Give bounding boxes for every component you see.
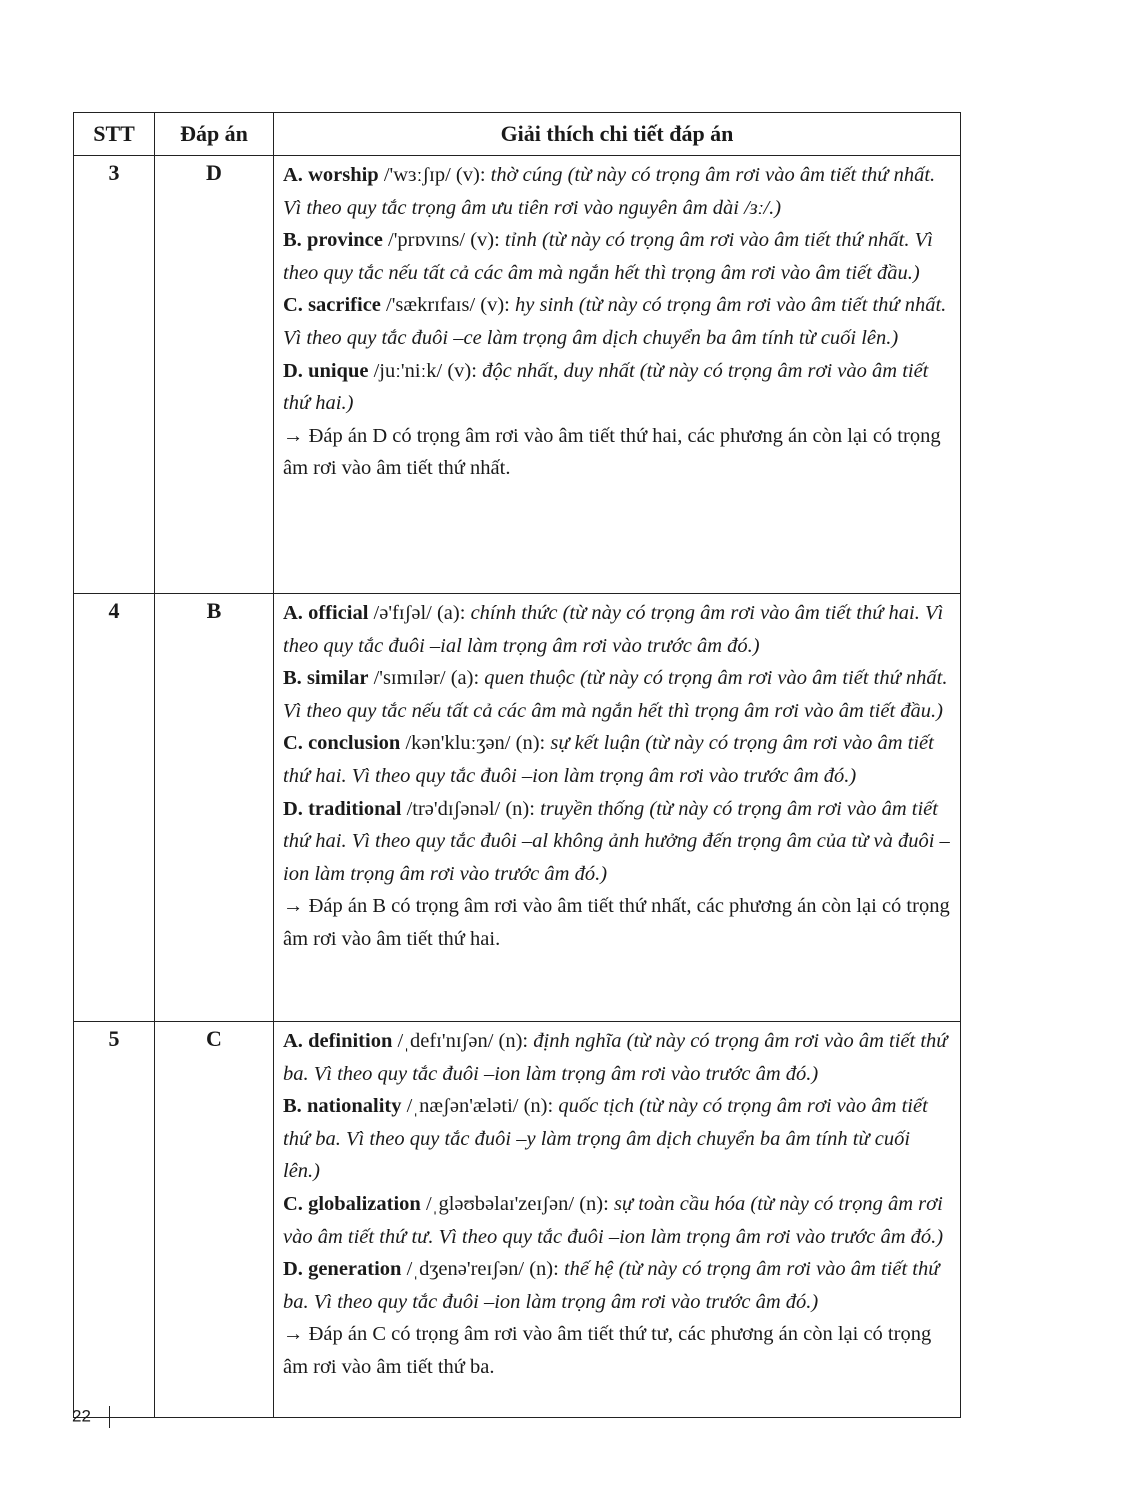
row-answer: C bbox=[155, 1022, 274, 1418]
option-ipa: /'prɒvɪns/ bbox=[388, 229, 466, 252]
option-word: sacrifice bbox=[308, 294, 381, 317]
option-ipa: /'wɜːʃɪp/ bbox=[383, 164, 451, 186]
row-number: 4 bbox=[74, 594, 155, 1022]
option-ipa: /ə'fɪʃəl/ bbox=[373, 602, 432, 624]
option-entry: D. unique /juː'niːk/ (v): độc nhất, duy nhất (từ này có trọng âm rơi vào âm tiết thứ hai.) bbox=[283, 359, 929, 415]
row-number: 3 bbox=[74, 156, 155, 594]
option-word: province bbox=[306, 229, 383, 252]
option-pos: (v): bbox=[455, 164, 486, 186]
option-entry: D. traditional /trə'dɪʃənəl/ (n): truyền thống (từ này có trọng âm rơi vào âm tiết thứ hai. Vì theo quy tắc đuôi –al không ảnh hưởng đến trọng âm của từ và đuôi –ion làm trọng âm rơi vào trước âm đó.) bbox=[283, 797, 950, 885]
table-header-row bbox=[74, 113, 961, 156]
option-word: nationality bbox=[306, 1095, 402, 1118]
option-word: worship bbox=[308, 164, 379, 186]
option-definition: sự kết luận (từ này có trọng âm rơi vào âm tiết thứ hai. Vì theo quy tắc đuôi –ion làm trọng âm rơi vào trước âm đó.) bbox=[283, 732, 934, 787]
option-word: traditional bbox=[308, 797, 402, 820]
option-word: definition bbox=[308, 1030, 393, 1052]
option-definition: quốc tịch (từ này có trọng âm rơi vào âm tiết thứ ba. Vì theo quy tắc đuôi –y làm trọng âm dịch chuyển ba âm tính từ cuối lên.) bbox=[283, 1095, 928, 1183]
option-definition: hy sinh (từ này có trọng âm rơi vào âm tiết thứ nhất. Vì theo quy tắc đuôi –ce làm trọng âm dịch chuyển ba âm tính từ cuối lên.) bbox=[283, 294, 947, 349]
option-word: unique bbox=[308, 359, 369, 382]
option-definition: thờ cúng (từ này có trọng âm rơi vào âm tiết thứ nhất. Vì theo quy tắc trọng âm ưu tiên rơi vào nguyên âm dài /ɜː/.) bbox=[283, 164, 936, 219]
option-entry: A. definition /ˌdefɪ'nɪʃən/ (n): định nghĩa (từ này có trọng âm rơi vào âm tiết thứ ba. Vì theo quy tắc đuôi –ion làm trọng âm rơi vào trước âm đó.) bbox=[283, 1030, 948, 1085]
option-entry: C. sacrifice /'sækrɪfaɪs/ (v): hy sinh (từ này có trọng âm rơi vào âm tiết thứ nhất. Vì theo quy tắc đuôi –ce làm trọng âm dịch chuyển ba âm tính từ cuối lên.) bbox=[283, 294, 947, 349]
option-entry: B. nationality /ˌnæʃən'æləti/ (n): quốc tịch (từ này có trọng âm rơi vào âm tiết thứ ba. Vì theo quy tắc đuôi –y làm trọng âm dịch chuyển ba âm tính từ cuối lên.) bbox=[283, 1095, 928, 1183]
option-definition: truyền thống (từ này có trọng âm rơi vào âm tiết thứ hai. Vì theo quy tắc đuôi –al không ảnh hưởng đến trọng âm của từ và đuôi –ion làm trọng âm rơi vào trước âm đó.) bbox=[283, 797, 950, 885]
option-ipa: /trə'dɪʃənəl/ bbox=[406, 797, 501, 820]
row-explanation bbox=[274, 1022, 961, 1418]
option-definition: tỉnh (từ này có trọng âm rơi vào âm tiết thứ nhất. Vì theo quy tắc nếu tất cả các âm mà ngắn hết thì trọng âm rơi vào âm tiết đầu.) bbox=[283, 229, 933, 284]
header-stt: STT bbox=[74, 113, 155, 156]
option-ipa: /ˌnæʃən'æləti/ bbox=[406, 1095, 519, 1118]
option-definition: độc nhất, duy nhất (từ này có trọng âm rơi vào âm tiết thứ hai.) bbox=[283, 359, 929, 415]
option-definition: thế hệ (từ này có trọng âm rơi vào âm tiết thứ ba. Vì theo quy tắc đuôi –ion làm trọng âm rơi vào trước âm đó.) bbox=[283, 1258, 940, 1313]
row-answer: B bbox=[155, 594, 274, 1022]
option-pos: (n): bbox=[529, 1258, 559, 1281]
option-pos: (n): bbox=[515, 732, 546, 755]
option-pos: (a): bbox=[436, 602, 466, 624]
option-definition: chính thức (từ này có trọng âm rơi vào âm tiết thứ hai. Vì theo quy tắc đuôi –ial làm trọng âm rơi vào trước âm đó.) bbox=[283, 602, 944, 657]
option-pos: (v): bbox=[447, 359, 477, 382]
option-word: generation bbox=[308, 1258, 402, 1281]
option-word: similar bbox=[306, 667, 369, 690]
option-ipa: /ˌgləʊbəlaɪ'zeɪʃən/ bbox=[425, 1192, 575, 1215]
option-entry: A. official /ə'fɪʃəl/ (a): chính thức (từ này có trọng âm rơi vào âm tiết thứ hai. Vì theo quy tắc đuôi –ial làm trọng âm rơi vào trước âm đó.) bbox=[283, 602, 944, 657]
option-pos: (n): bbox=[523, 1095, 554, 1118]
option-pos: (n): bbox=[579, 1192, 609, 1215]
option-definition: quen thuộc (từ này có trọng âm rơi vào âm tiết thứ nhất. Vì theo quy tắc nếu tất cả các âm mà ngắn hết thì trọng âm rơi vào âm tiết đầu.) bbox=[283, 667, 948, 722]
option-ipa: /kən'kluːʒən/ bbox=[405, 732, 511, 755]
option-entry: C. conclusion /kən'kluːʒən/ (n): sự kết luận (từ này có trọng âm rơi vào âm tiết thứ hai. Vì theo quy tắc đuôi –ion làm trọng âm rơi vào trước âm đó.) bbox=[283, 732, 934, 787]
option-entry: C. globalization /ˌgləʊbəlaɪ'zeɪʃən/ (n): sự toàn cầu hóa (từ này có trọng âm rơi vào âm tiết thứ tư. Vì theo quy tắc đuôi –ion làm trọng âm rơi vào trước âm đó.) bbox=[283, 1192, 944, 1248]
option-ipa: /juː'niːk/ bbox=[373, 359, 443, 382]
option-word: official bbox=[308, 602, 369, 624]
option-ipa: /'sækrɪfaɪs/ bbox=[386, 294, 476, 317]
option-ipa: /'sɪmɪlər/ bbox=[373, 667, 446, 690]
option-pos: (n): bbox=[505, 797, 535, 820]
row-explanation bbox=[274, 594, 961, 1022]
row-number: 5 bbox=[74, 1022, 155, 1418]
page-number: 22 bbox=[72, 1406, 91, 1426]
footer-divider bbox=[109, 1406, 111, 1428]
option-entry: A. worship /'wɜːʃɪp/ (v): thờ cúng (từ này có trọng âm rơi vào âm tiết thứ nhất. Vì theo quy tắc trọng âm ưu tiên rơi vào nguyên âm dài /ɜː/.) bbox=[283, 164, 936, 219]
option-entry: B. similar /'sɪmɪlər/ (a): quen thuộc (từ này có trọng âm rơi vào âm tiết thứ nhất. Vì theo quy tắc nếu tất cả các âm mà ngắn hết thì trọng âm rơi vào âm tiết đầu.) bbox=[283, 667, 948, 722]
option-entry: D. generation /ˌdʒenə'reɪʃən/ (n): thế hệ (từ này có trọng âm rơi vào âm tiết thứ ba. Vì theo quy tắc đuôi –ion làm trọng âm rơi vào trước âm đó.) bbox=[283, 1258, 940, 1313]
table-row bbox=[74, 594, 961, 1022]
table-row bbox=[74, 1022, 961, 1418]
option-pos: (v): bbox=[470, 229, 500, 252]
option-ipa: /ˌdefɪ'nɪʃən/ bbox=[397, 1030, 494, 1052]
option-pos: (v): bbox=[480, 294, 510, 317]
option-ipa: /ˌdʒenə'reɪʃən/ bbox=[406, 1258, 525, 1281]
option-word: conclusion bbox=[308, 732, 401, 755]
table-row bbox=[74, 156, 961, 594]
option-pos: (n): bbox=[498, 1030, 529, 1052]
option-definition: định nghĩa (từ này có trọng âm rơi vào âm tiết thứ ba. Vì theo quy tắc đuôi –ion làm trọng âm rơi vào trước âm đó.) bbox=[283, 1030, 948, 1085]
header-explanation: Giải thích chi tiết đáp án bbox=[274, 113, 961, 156]
row-explanation bbox=[274, 156, 961, 594]
header-answer: Đáp án bbox=[155, 113, 274, 156]
page-footer bbox=[72, 1406, 110, 1428]
answer-table bbox=[73, 112, 961, 1418]
option-pos: (a): bbox=[450, 667, 480, 690]
option-definition: sự toàn cầu hóa (từ này có trọng âm rơi vào âm tiết thứ tư. Vì theo quy tắc đuôi –ion làm trọng âm rơi vào trước âm đó.) bbox=[283, 1192, 944, 1248]
option-entry: B. province /'prɒvɪns/ (v): tỉnh (từ này có trọng âm rơi vào âm tiết thứ nhất. Vì theo quy tắc nếu tất cả các âm mà ngắn hết thì trọng âm rơi vào âm tiết đầu.) bbox=[283, 229, 933, 284]
conclusion: → Đáp án D có trọng âm rơi vào âm tiết thứ hai, các phương án còn lại có trọng âm rơi vào âm tiết thứ nhất. bbox=[283, 424, 941, 480]
conclusion: → Đáp án B có trọng âm rơi vào âm tiết thứ nhất, các phương án còn lại có trọng âm rơi vào âm tiết thứ hai. bbox=[283, 895, 950, 950]
conclusion: → Đáp án C có trọng âm rơi vào âm tiết thứ tư, các phương án còn lại có trọng âm rơi vào âm tiết thứ ba. bbox=[283, 1323, 932, 1378]
row-answer: D bbox=[155, 156, 274, 594]
option-word: globalization bbox=[308, 1192, 421, 1215]
